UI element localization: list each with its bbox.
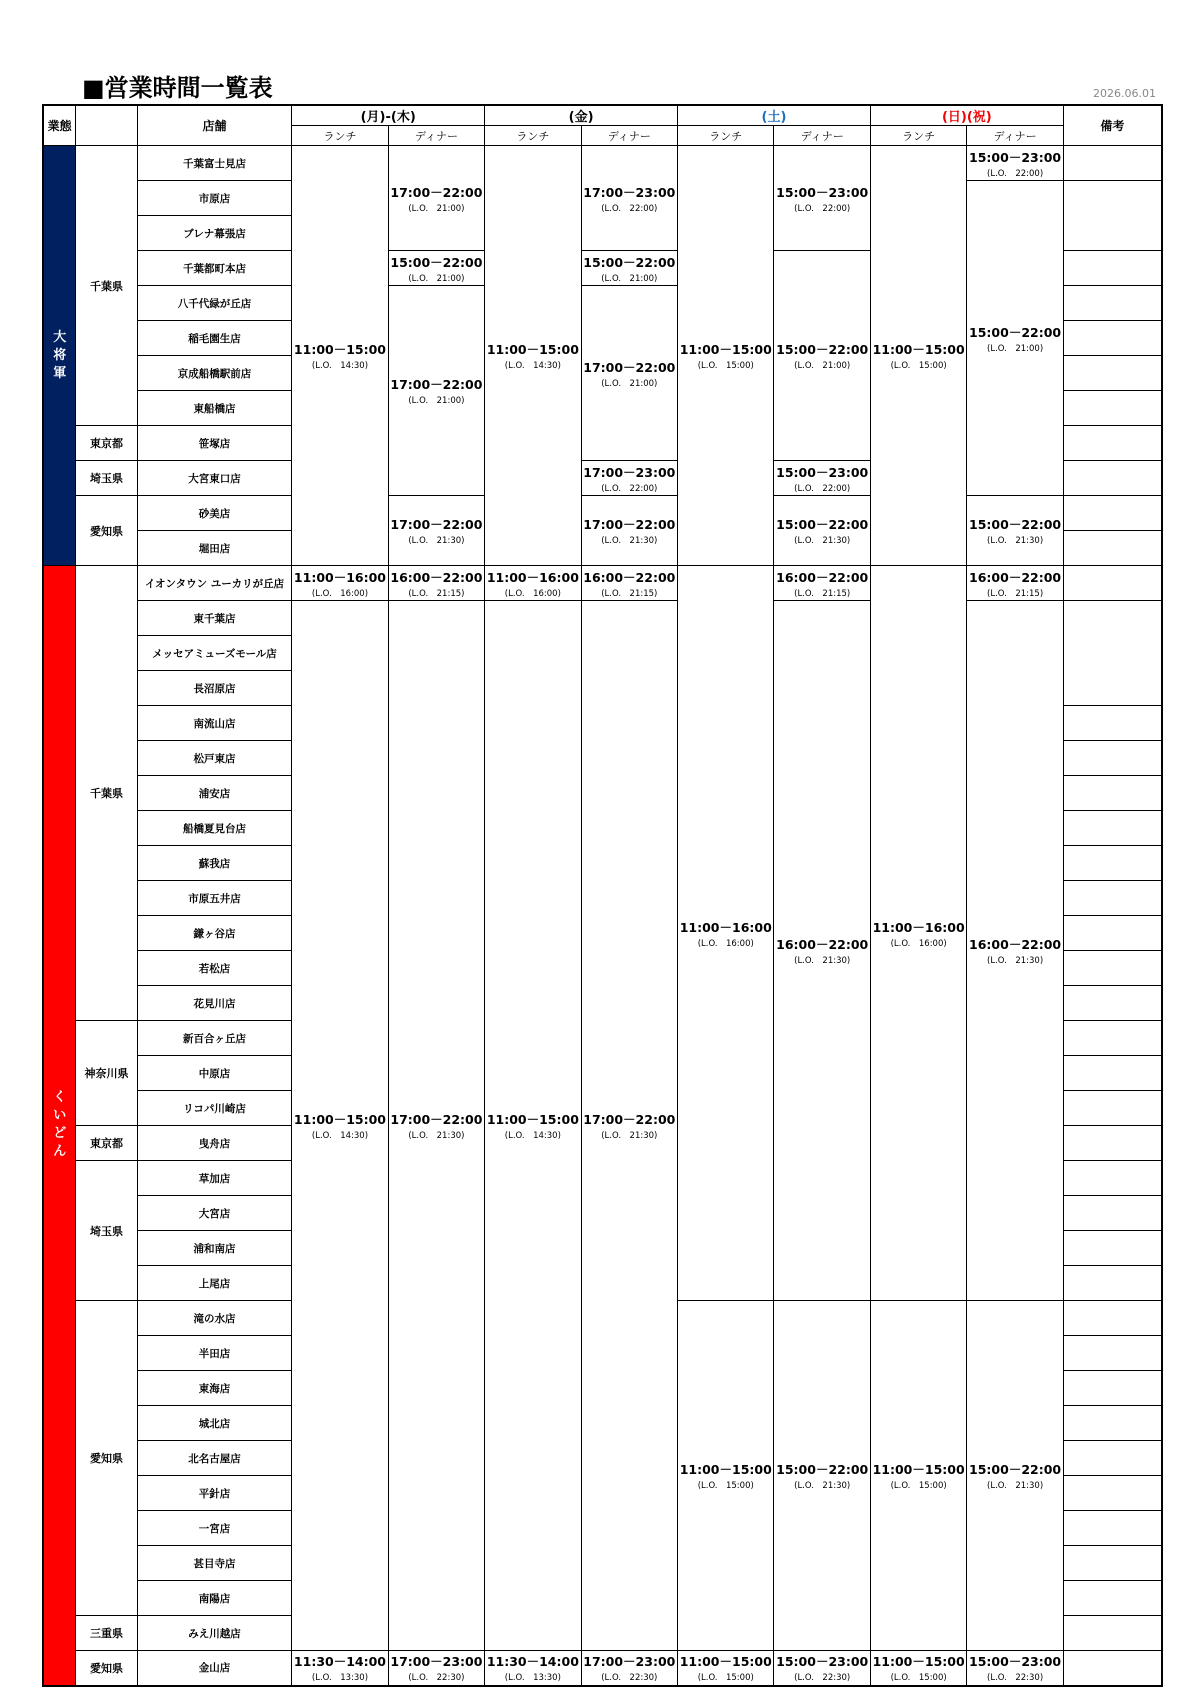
note-cell	[1063, 601, 1162, 706]
prefecture-cell: 三重県	[76, 1616, 137, 1651]
hours-cell: 11:00－15:00 (L.O. 15:00)	[678, 1301, 774, 1651]
hours-cell: 11:00－15:00 (L.O. 14:30)	[485, 601, 581, 1651]
store-name: 浦安店	[137, 776, 292, 811]
store-name: 鎌ヶ谷店	[137, 916, 292, 951]
note-cell	[1063, 251, 1162, 286]
header-lunch: ランチ	[485, 126, 581, 146]
store-name: 南陽店	[137, 1581, 292, 1616]
store-name: 一宮店	[137, 1511, 292, 1546]
hours-cell: 15:00－23:00 (L.O. 22:30)	[967, 1651, 1063, 1686]
note-cell	[1063, 1091, 1162, 1126]
hours-cell: 15:00－23:00 (L.O. 22:30)	[774, 1651, 870, 1686]
note-cell	[1063, 1476, 1162, 1511]
note-cell	[1063, 426, 1162, 461]
note-cell	[1063, 286, 1162, 321]
hours-cell: 11:00－15:00 (L.O. 15:00)	[678, 146, 774, 566]
header-type: 業態	[43, 105, 76, 146]
hours-cell: 16:00－22:00 (L.O. 21:15)	[581, 566, 677, 601]
store-name: 千葉都町本店	[137, 251, 292, 286]
hours-cell: 11:00－15:00 (L.O. 15:00)	[870, 146, 966, 566]
prefecture-cell: 愛知県	[76, 1301, 137, 1616]
store-name: 市原五井店	[137, 881, 292, 916]
note-cell	[1063, 496, 1162, 531]
note-cell	[1063, 1126, 1162, 1161]
hours-cell: 17:00－22:00 (L.O. 21:00)	[581, 286, 677, 461]
hours-cell: 11:00－16:00 (L.O. 16:00)	[678, 566, 774, 1301]
store-name: 曳舟店	[137, 1126, 292, 1161]
table-row	[43, 496, 1162, 531]
note-cell	[1063, 811, 1162, 846]
store-name: 北名古屋店	[137, 1441, 292, 1476]
hours-cell: 11:00－15:00 (L.O. 14:30)	[485, 146, 581, 566]
page-title: ■営業時間一覧表	[82, 74, 273, 102]
hours-cell: 15:00－22:00 (L.O. 21:30)	[774, 1301, 870, 1651]
store-name: 笹塚店	[137, 426, 292, 461]
header-sat: (土)	[678, 105, 871, 126]
hours-cell: 15:00－22:00 (L.O. 21:30)	[967, 1301, 1063, 1651]
store-name: 半田店	[137, 1336, 292, 1371]
store-name: 新百合ヶ丘店	[137, 1021, 292, 1056]
note-cell	[1063, 531, 1162, 566]
store-name: みえ川越店	[137, 1616, 292, 1651]
hours-cell: 16:00－22:00 (L.O. 21:30)	[774, 601, 870, 1301]
store-name: 砂美店	[137, 496, 292, 531]
store-name: 東海店	[137, 1371, 292, 1406]
store-name: 京成船橋駅前店	[137, 356, 292, 391]
store-name: 船橋夏見台店	[137, 811, 292, 846]
store-name: リコパ川崎店	[137, 1091, 292, 1126]
header-dinner: ディナー	[581, 126, 677, 146]
store-name: 甚目寺店	[137, 1546, 292, 1581]
header-prefecture	[76, 105, 137, 146]
store-name: イオンタウン ユーカリが丘店	[137, 566, 292, 601]
hours-cell: 11:00－15:00 (L.O. 15:00)	[870, 1651, 966, 1686]
note-cell	[1063, 566, 1162, 601]
store-name: ブレナ幕張店	[137, 216, 292, 251]
note-cell	[1063, 1056, 1162, 1091]
header-note: 備考	[1063, 105, 1162, 146]
header-fri: (金)	[485, 105, 678, 126]
prefecture-cell: 東京都	[76, 1126, 137, 1161]
note-cell	[1063, 461, 1162, 496]
hours-cell: 11:00－16:00 (L.O. 16:00)	[485, 566, 581, 601]
note-cell	[1063, 881, 1162, 916]
hours-cell: 15:00－22:00 (L.O. 21:00)	[774, 251, 870, 461]
prefecture-cell: 埼玉県	[76, 461, 137, 496]
note-cell	[1063, 391, 1162, 426]
note-cell	[1063, 1581, 1162, 1616]
hours-cell: 17:00－23:00 (L.O. 22:00)	[581, 461, 677, 496]
hours-cell: 15:00－22:00 (L.O. 21:30)	[967, 496, 1063, 566]
store-name: 平針店	[137, 1476, 292, 1511]
prefecture-cell: 愛知県	[76, 496, 137, 566]
note-cell	[1063, 706, 1162, 741]
note-cell	[1063, 1161, 1162, 1196]
note-cell	[1063, 1301, 1162, 1336]
hours-cell: 15:00－22:00 (L.O. 21:00)	[967, 181, 1063, 496]
table-row	[43, 601, 1162, 636]
store-name: 八千代緑が丘店	[137, 286, 292, 321]
prefecture-cell: 東京都	[76, 426, 137, 461]
hours-cell: 11:30－14:00 (L.O. 13:30)	[485, 1651, 581, 1686]
hours-cell: 15:00－23:00 (L.O. 22:00)	[774, 146, 870, 251]
hours-cell: 17:00－22:00 (L.O. 21:30)	[581, 601, 677, 1651]
store-name: 中原店	[137, 1056, 292, 1091]
header-lunch: ランチ	[292, 126, 388, 146]
hours-cell: 16:00－22:00 (L.O. 21:15)	[774, 566, 870, 601]
header-sun-holiday: (日)(祝)	[870, 105, 1063, 126]
hours-cell: 16:00－22:00 (L.O. 21:15)	[388, 566, 484, 601]
note-cell	[1063, 846, 1162, 881]
note-cell	[1063, 1336, 1162, 1371]
table-row	[43, 1651, 1162, 1686]
note-cell	[1063, 356, 1162, 391]
type-kuidon: くいどん	[43, 566, 76, 1686]
hours-cell: 11:00－16:00 (L.O. 16:00)	[870, 566, 966, 1301]
store-name: 松戸東店	[137, 741, 292, 776]
header-dinner: ディナー	[967, 126, 1063, 146]
store-name: メッセアミューズモール店	[137, 636, 292, 671]
note-cell	[1063, 1616, 1162, 1651]
store-name: 草加店	[137, 1161, 292, 1196]
hours-cell: 17:00－23:00 (L.O. 22:00)	[581, 146, 677, 251]
hours-cell: 15:00－23:00 (L.O. 22:00)	[774, 461, 870, 496]
note-cell	[1063, 1511, 1162, 1546]
note-cell	[1063, 1266, 1162, 1301]
note-cell	[1063, 1021, 1162, 1056]
store-name: 城北店	[137, 1406, 292, 1441]
hours-cell: 17:00－22:00 (L.O. 21:30)	[388, 601, 484, 1651]
note-cell	[1063, 1651, 1162, 1686]
hours-cell: 11:00－15:00 (L.O. 15:00)	[870, 1301, 966, 1651]
header-dinner: ディナー	[388, 126, 484, 146]
prefecture-cell: 埼玉県	[76, 1161, 137, 1301]
note-cell	[1063, 1196, 1162, 1231]
hours-cell: 15:00－22:00 (L.O. 21:30)	[774, 496, 870, 566]
store-name: 南流山店	[137, 706, 292, 741]
store-name: 東船橋店	[137, 391, 292, 426]
hours-cell: 17:00－22:00 (L.O. 21:30)	[581, 496, 677, 566]
prefecture-cell: 千葉県	[76, 146, 137, 426]
store-name: 滝の水店	[137, 1301, 292, 1336]
note-cell	[1063, 1231, 1162, 1266]
hours-cell: 11:00－15:00 (L.O. 14:30)	[292, 146, 388, 566]
store-name: 長沼原店	[137, 671, 292, 706]
prefecture-cell: 愛知県	[76, 1651, 137, 1686]
table-row	[43, 566, 1162, 601]
store-name: 浦和南店	[137, 1231, 292, 1266]
prefecture-cell: 千葉県	[76, 566, 137, 1021]
header-dinner: ディナー	[774, 126, 870, 146]
issue-date: 2026.06.01	[1093, 87, 1156, 100]
note-cell	[1063, 776, 1162, 811]
business-hours-table	[42, 104, 1163, 1687]
header-mon-thu: (月)-(木)	[292, 105, 485, 126]
note-cell	[1063, 321, 1162, 356]
hours-cell: 11:30－14:00 (L.O. 13:30)	[292, 1651, 388, 1686]
store-name: 花見川店	[137, 986, 292, 1021]
store-name: 千葉富士見店	[137, 146, 292, 181]
note-cell	[1063, 1406, 1162, 1441]
header-lunch: ランチ	[870, 126, 966, 146]
header-store: 店舗	[137, 105, 292, 146]
hours-cell: 16:00－22:00 (L.O. 21:15)	[967, 566, 1063, 601]
type-taishogun: 大将軍	[43, 146, 76, 566]
hours-cell: 17:00－22:00 (L.O. 21:00)	[388, 286, 484, 496]
store-name: 大宮店	[137, 1196, 292, 1231]
note-cell	[1063, 181, 1162, 251]
store-name: 市原店	[137, 181, 292, 216]
store-name: 若松店	[137, 951, 292, 986]
note-cell	[1063, 916, 1162, 951]
store-name: 堀田店	[137, 531, 292, 566]
store-name: 上尾店	[137, 1266, 292, 1301]
hours-cell: 11:00－15:00 (L.O. 14:30)	[292, 601, 388, 1651]
hours-cell: 17:00－23:00 (L.O. 22:30)	[388, 1651, 484, 1686]
note-cell	[1063, 146, 1162, 181]
store-name: 金山店	[137, 1651, 292, 1686]
note-cell	[1063, 951, 1162, 986]
note-cell	[1063, 1371, 1162, 1406]
note-cell	[1063, 986, 1162, 1021]
hours-cell: 11:00－15:00 (L.O. 15:00)	[678, 1651, 774, 1686]
store-name: 蘇我店	[137, 846, 292, 881]
store-name: 稲毛園生店	[137, 321, 292, 356]
header-lunch: ランチ	[678, 126, 774, 146]
note-cell	[1063, 1441, 1162, 1476]
note-cell	[1063, 741, 1162, 776]
hours-cell: 17:00－23:00 (L.O. 22:30)	[581, 1651, 677, 1686]
hours-cell: 16:00－22:00 (L.O. 21:30)	[967, 601, 1063, 1301]
prefecture-cell: 神奈川県	[76, 1021, 137, 1126]
note-cell	[1063, 1546, 1162, 1581]
store-name: 大宮東口店	[137, 461, 292, 496]
hours-cell: 11:00－16:00 (L.O. 16:00)	[292, 566, 388, 601]
hours-cell: 17:00－22:00 (L.O. 21:00)	[388, 146, 484, 251]
hours-cell: 15:00－22:00 (L.O. 21:00)	[581, 251, 677, 286]
table-row	[43, 146, 1162, 181]
store-name: 東千葉店	[137, 601, 292, 636]
hours-cell: 15:00－22:00 (L.O. 21:00)	[388, 251, 484, 286]
hours-cell: 15:00－23:00 (L.O. 22:00)	[967, 146, 1063, 181]
hours-cell: 17:00－22:00 (L.O. 21:30)	[388, 496, 484, 566]
